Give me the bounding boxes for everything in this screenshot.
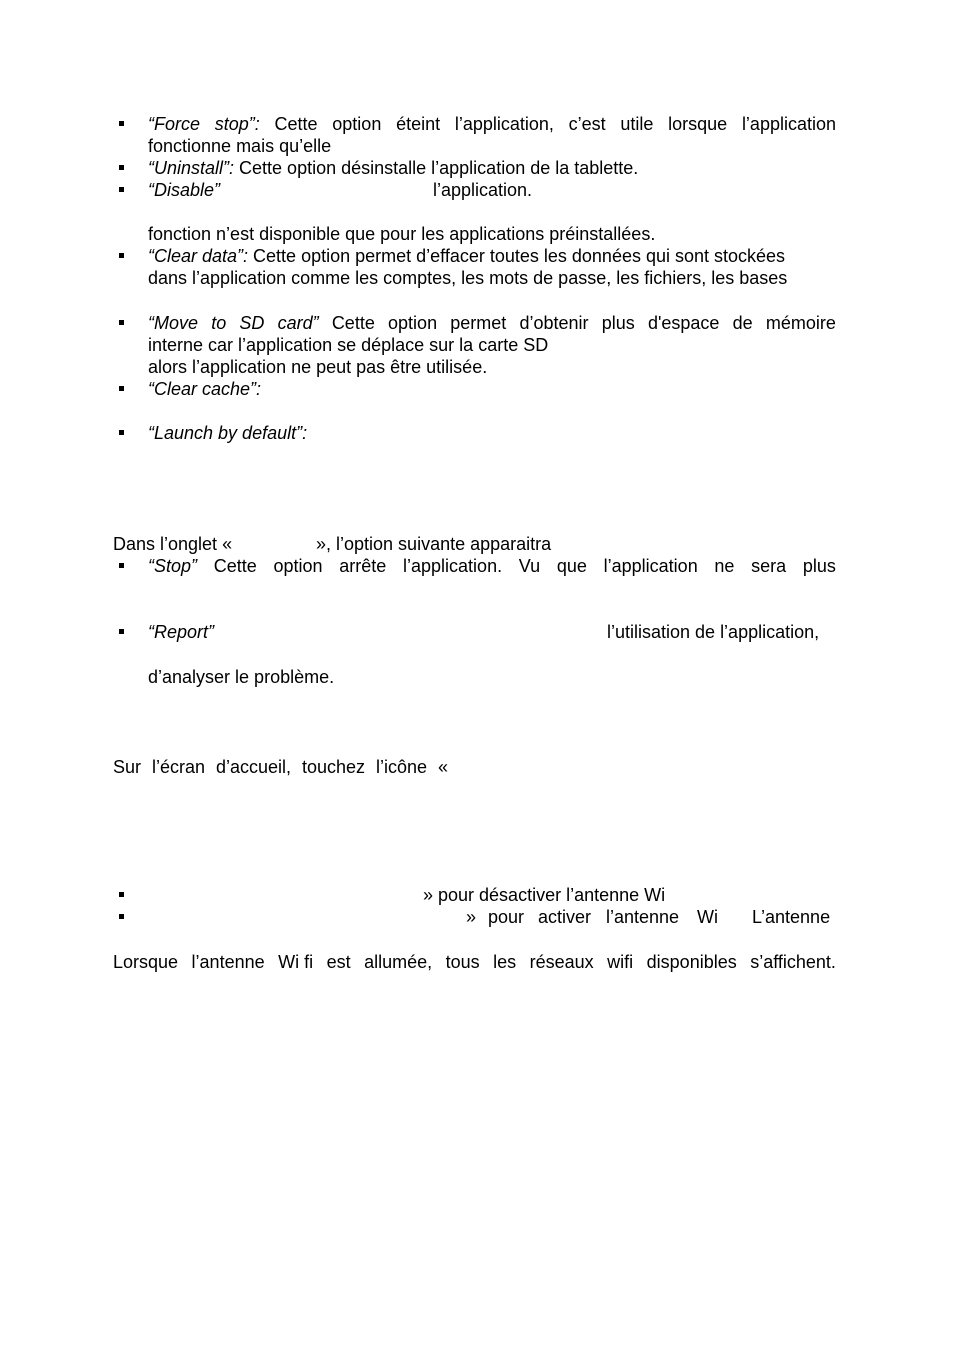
bullet-marker xyxy=(119,165,127,173)
disable-line-2: fonction n’est disponible que pour les applications préinstallées. xyxy=(148,224,656,244)
bullet-marker xyxy=(119,563,127,571)
move-sd-word: mémoire xyxy=(765,313,836,333)
move-sd-word: SD xyxy=(239,313,265,333)
force-stop-word: “Force xyxy=(148,114,201,134)
bullet-marker xyxy=(119,386,127,394)
stop-word: Vu xyxy=(518,556,541,576)
ecran-word: l’écran xyxy=(151,757,205,777)
wifi-on-word: » xyxy=(466,907,477,927)
dans-onglet-start: Dans l’onglet « xyxy=(113,534,233,554)
lorsque-word: wifi xyxy=(607,952,634,972)
stop-word: l’application xyxy=(603,556,698,576)
force-stop-word: c’est xyxy=(568,114,606,134)
lorsque-word: disponibles xyxy=(646,952,737,972)
bullet-marker xyxy=(119,914,127,922)
ecran-accueil-line xyxy=(113,756,448,778)
move-sd-word: d'espace xyxy=(647,313,720,333)
ecran-word: « xyxy=(437,757,448,777)
stop-word: plus xyxy=(802,556,836,576)
stop-word: option xyxy=(273,556,323,576)
lorsque-word: Lorsque xyxy=(113,952,179,972)
stop-word: ne xyxy=(714,556,735,576)
bullet-marker xyxy=(119,430,127,438)
bullet-marker xyxy=(119,253,127,261)
move-sd-line-1 xyxy=(148,312,836,334)
lorsque-line xyxy=(113,951,836,973)
wifi-on-word: activer xyxy=(538,907,592,927)
move-sd-word: Cette xyxy=(331,313,375,333)
uninstall-line xyxy=(148,157,638,179)
launch-default-label-text: “Launch by default”: xyxy=(148,423,308,443)
stop-word: l’application. xyxy=(403,556,503,576)
wifi-on-word: L’antenne xyxy=(752,907,831,927)
clear-cache-label-text: “Clear cache”: xyxy=(148,379,262,399)
move-sd-word: option xyxy=(388,313,438,333)
report-line-2: d’analyser le problème. xyxy=(148,667,335,687)
bullet-marker xyxy=(119,629,127,637)
clear-data-text: Cette option permet d’effacer toutes les données qui sont stockées xyxy=(248,246,786,266)
force-stop-word: l’application, xyxy=(454,114,554,134)
ecran-word: touchez xyxy=(301,757,365,777)
move-sd-word: plus xyxy=(601,313,635,333)
lorsque-word: tous xyxy=(445,952,480,972)
force-stop-word: utile xyxy=(620,114,654,134)
force-stop-word: l’application xyxy=(741,114,836,134)
force-stop-word: lorsque xyxy=(668,114,728,134)
bullet-marker xyxy=(119,121,127,129)
uninstall-label: “Uninstall”: xyxy=(148,158,235,178)
clear-cache-label xyxy=(148,378,261,400)
move-sd-word: “Move xyxy=(148,313,199,333)
move-sd-line-2: interne car l’application se déplace sur la carte SD xyxy=(148,335,549,355)
wifi-off-text: » pour désactiver l’antenne Wi xyxy=(423,885,666,905)
lorsque-word: est xyxy=(326,952,351,972)
uninstall-text: Cette option désinstalle l’application de la tablette. xyxy=(234,158,639,178)
disable-label xyxy=(148,179,220,201)
bullet-marker xyxy=(119,320,127,328)
lorsque-word: les xyxy=(493,952,517,972)
move-sd-word: d’obtenir xyxy=(519,313,589,333)
force-stop-line-1 xyxy=(148,113,836,135)
disable-text: l’application. xyxy=(433,180,533,200)
stop-word: que xyxy=(556,556,587,576)
bullet-marker xyxy=(119,187,127,195)
stop-word: arrête xyxy=(339,556,387,576)
ecran-word: Sur xyxy=(113,757,142,777)
wifi-on-word: Wi xyxy=(697,907,718,927)
lorsque-word: Wi fi xyxy=(278,952,314,972)
report-label xyxy=(148,621,214,643)
lorsque-word: réseaux xyxy=(529,952,594,972)
clear-data-line-2: dans l’application comme les comptes, les mots de passe, les fichiers, les bases xyxy=(148,268,788,288)
lorsque-word: l’antenne xyxy=(191,952,265,972)
move-sd-line-3: alors l’application ne peut pas être utilisée. xyxy=(148,357,488,377)
lorsque-word: allumée, xyxy=(364,952,433,972)
stop-word: sera xyxy=(751,556,787,576)
report-label-text: “Report” xyxy=(148,622,215,642)
force-stop-line-2: fonctionne mais qu’elle xyxy=(148,136,332,156)
stop-line-1 xyxy=(148,555,836,577)
launch-default-label xyxy=(148,422,307,444)
disable-label-text: “Disable” xyxy=(148,180,221,200)
bullet-marker xyxy=(119,892,127,900)
lorsque-word: s’affichent. xyxy=(750,952,836,972)
dans-onglet-end: », l’option suivante apparaitra xyxy=(316,534,552,554)
move-sd-word: permet xyxy=(450,313,507,333)
wifi-on-word: pour xyxy=(488,907,525,927)
force-stop-word: Cette xyxy=(274,114,318,134)
force-stop-word: option xyxy=(332,114,382,134)
clear-data-label: “Clear data”: xyxy=(148,246,249,266)
stop-word: “Stop” xyxy=(148,556,198,576)
force-stop-word: éteint xyxy=(396,114,441,134)
report-text: l’utilisation de l’application, xyxy=(607,622,820,642)
clear-data-line-1 xyxy=(148,245,785,267)
force-stop-word: stop”: xyxy=(214,114,260,134)
wifi-on-word: l’antenne xyxy=(606,907,680,927)
stop-word: Cette xyxy=(213,556,257,576)
move-sd-word: de xyxy=(732,313,753,333)
ecran-word: d’accueil, xyxy=(215,757,291,777)
move-sd-word: card” xyxy=(277,313,319,333)
move-sd-word: to xyxy=(211,313,227,333)
ecran-word: l’icône xyxy=(375,757,427,777)
